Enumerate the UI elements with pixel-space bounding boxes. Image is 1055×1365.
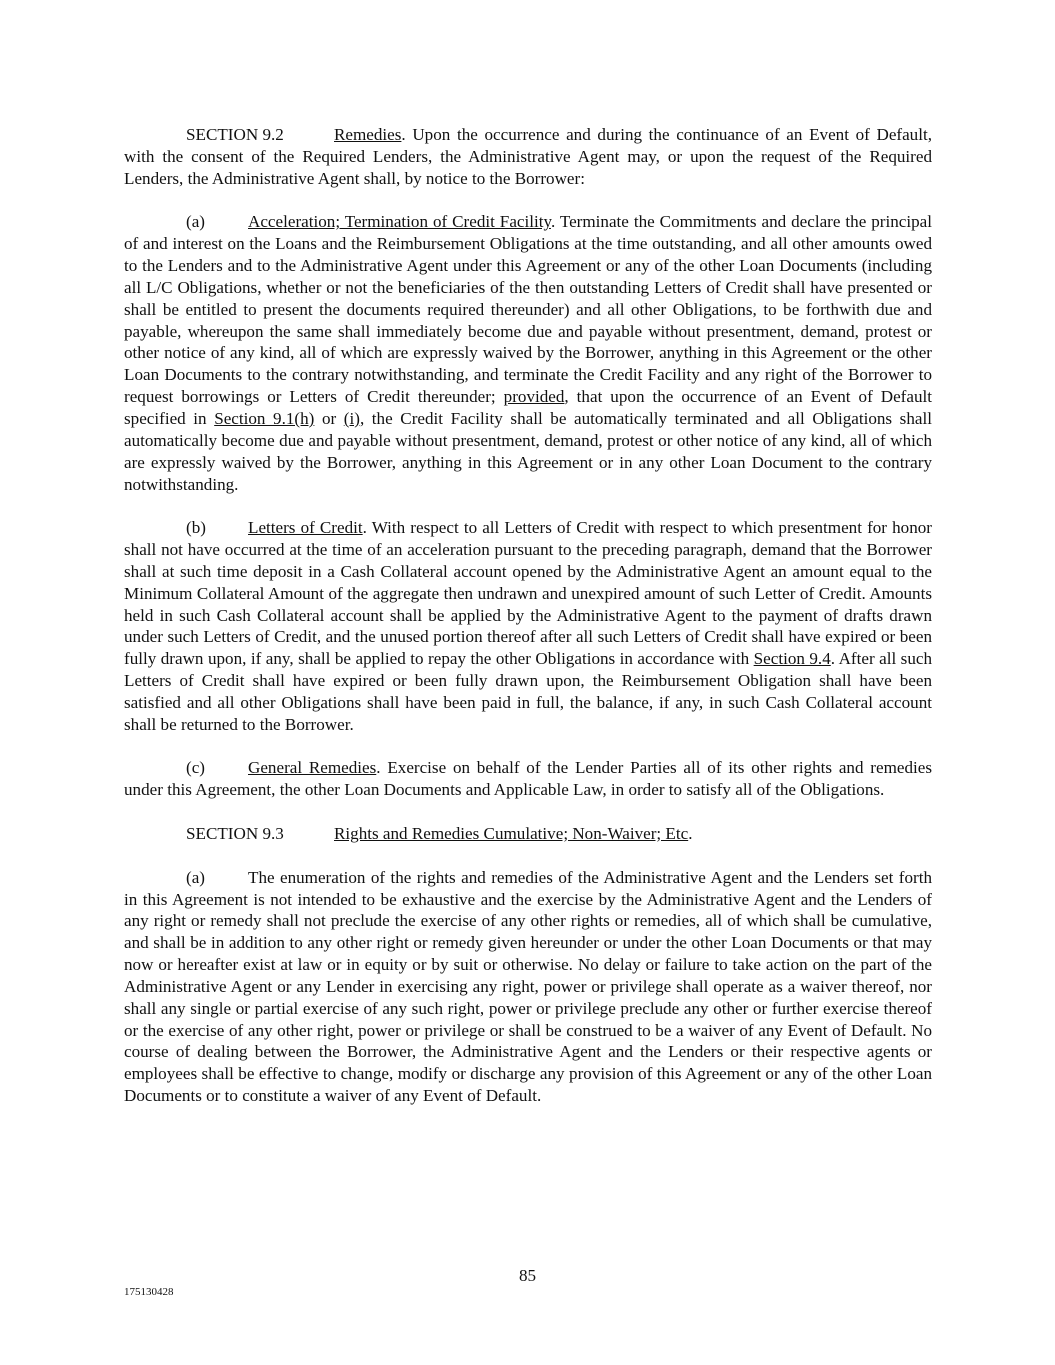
clause-text: . After all such Letters of Credit shall have expired or been fully drawn upon, the Reimbursement Obligation shall have been satisfied and all other Obligations shall have been paid in full, the balance, if any, in such Cash Collateral account shall be returned to the Borrower. [124, 649, 932, 734]
provided-term: provided [503, 387, 565, 407]
page-number: 85 [518, 1266, 537, 1285]
section-reference: (i) [343, 408, 360, 428]
section-9-3-heading [124, 823, 932, 845]
clause-label: (a) [186, 212, 205, 232]
clause-text: . With respect to all Letters of Credit with respect to which presentment for honor shall not have occurred at the time of an acceleration pursuant to the preceding paragraph, demand that the Borrower shall at such time deposit in a Cash Collateral account opened by the Administrative Agent an amount equal to the Minimum Collateral Amount of the aggregate then undrawn and unexpired amount of such Letter of Credit. Amounts held in such Cash Collateral account shall be applied by the Administrative Agent to the payment of drafts drawn under such Letters of Credit, and the unused portion thereof after all such Letters of Credit shall have expired or been fully drawn upon, if any, shall be applied to repay the other Obligations in accordance with [124, 518, 932, 669]
clause-text: The enumeration of the rights and remedies of the Administrative Agent and the Lenders set forth in this Agreement is not intended to be exhaustive and the exercise by the Administrative Agent and the Lenders of any right or remedy shall not preclude the exercise of any other rights or remedies, all of which shall be cumulative, and shall be in addition to any other right or remedy given hereunder or under the other Loan Documents or that may now or hereafter exist at law or in equity or by suit or otherwise. No delay or failure to take action on the part of the Administrative Agent or any Lender in exercising any right, power or privilege shall operate as a waiver thereof, nor shall any single or partial exercise of any such right, power or privilege preclude any other or further exercise thereof or the exercise of any other right, power or privilege or shall be construed to be a waiver of any Event of Default. No course of dealing between the Borrower, the Administrative Agent and the Lenders or their respective agents or employees shall be effective to change, modify or discharge any provision of this Agreement or any of the other Loan Documents or to constitute a waiver of any Event of Default. [124, 867, 932, 1106]
clause-heading: General Remedies [248, 758, 377, 778]
clause-heading: Letters of Credit [248, 518, 363, 538]
section-heading: Remedies [334, 125, 402, 144]
clause-label: (a) [186, 867, 205, 887]
clause-text: . Exercise on behalf of the Lender Parties all of its other rights and remedies under this Agreement, the other Loan Documents and Applicable Law, in order to satisfy all of the Obligations. [124, 758, 932, 800]
clause-text: , the Credit Facility shall be automatically terminated and all Obligations shall automatically become due and payable without presentment, demand, protest or other notice of any kind, all of which are expressly waived by the Borrower, anything in this Agreement or in any other Loan Document to the contrary notwithstanding. [124, 408, 932, 494]
document-body [124, 124, 932, 1107]
section-9-2-intro [124, 124, 932, 190]
clause-9-2-a [124, 211, 932, 495]
section-number: SECTION 9.2 [186, 125, 284, 144]
clause-9-2-c [124, 757, 932, 801]
document-id: 175130428 [124, 1286, 174, 1298]
section-reference: Section 9.1(h) [214, 408, 315, 428]
clause-text: , that upon the occurrence of an Event of Default specified in [124, 387, 933, 428]
section-heading: Rights and Remedies Cumulative; Non-Waiver; Etc [334, 824, 689, 843]
clause-heading: Acceleration; Termination of Credit Facility [248, 212, 551, 232]
section-text: . Upon the occurrence and during the continuance of an Event of Default, with the consent of the Required Lenders, the Administrative Agent may, or upon the request of the Required Lenders, the Administrative Agent shall, by notice to the Borrower: [124, 125, 932, 188]
clause-label: (b) [186, 518, 206, 538]
clause-text: . Terminate the Commitments and declare the principal of and interest on the Loans and the Reimbursement Obligations at the time outstanding, and all other amounts owed to the Lenders and to the Administrative Agent under this Agreement or any of the other Loan Documents (including all L/C Obligations, whether or not the beneficiaries of the then outstanding Letters of Credit shall have presented or shall be entitled to present the documents required thereunder) and all other Obligations, to be forthwith due and payable, whereupon the same shall immediately become due and payable without presentment, demand, protest or other notice of any kind, all of which are expressly waived by the Borrower, anything in this Agreement or the other Loan Documents to the contrary notwithstanding, and terminate the Credit Facility and any right of the Borrower to request borrowings or Letters of Credit thereunder; [124, 212, 932, 407]
clause-9-2-b [124, 517, 932, 735]
section-heading-tail: . [688, 824, 693, 843]
clause-9-3-a [124, 867, 932, 1107]
clause-label: (c) [186, 758, 205, 778]
section-number: SECTION 9.3 [186, 824, 284, 843]
clause-text: or [314, 408, 344, 428]
section-reference: Section 9.4 [753, 649, 831, 669]
